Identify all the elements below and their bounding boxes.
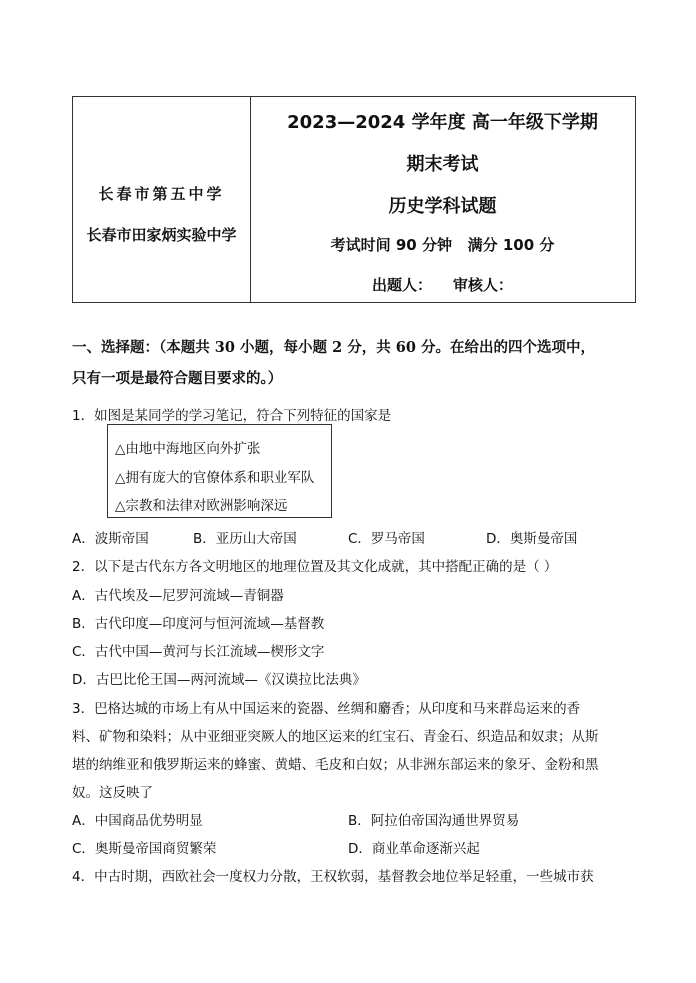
- q4-stem: 4．中古时期，西欧社会一度权力分散，王权软弱，基督教会地位举足轻重，一些城市获: [72, 869, 594, 885]
- section-heading-line1: 一、选择题：（本题共 30 小题，每小题 2 分，共 60 分。在给出的四个选项中，: [72, 339, 595, 356]
- exam-header-table: [72, 96, 636, 303]
- q2-option-b: B．古代印度—印度河与恒河流域—基督教: [72, 616, 325, 632]
- q3-stem-line2: 料、矿物和染料；从中亚细亚突厥人的地区运来的红宝石、青金石、织造品和奴隶；从斯: [72, 729, 599, 745]
- exam-year-term: 2023—2024 学年度 高一年级下学期: [287, 112, 598, 133]
- q1-option-b: B．亚历山大帝国: [193, 531, 297, 547]
- q1-note-2: △拥有庞大的官僚体系和职业军队: [115, 470, 315, 486]
- q3-stem-line1: 3．巴格达城的市场上有从中国运来的瓷器、丝绸和麝香；从印度和马来群岛运来的香: [72, 701, 581, 717]
- q3-option-d: D．商业革命逐渐兴起: [348, 841, 480, 857]
- exam-type: 期末考试: [406, 154, 479, 175]
- q3-option-b: B．阿拉伯帝国沟通世界贸易: [348, 813, 520, 829]
- q1-note-1: △由地中海地区向外扩张: [115, 441, 261, 457]
- q1-option-d: D．奥斯曼帝国: [486, 531, 578, 547]
- q3-option-c: C．奥斯曼帝国商贸繁荣: [72, 841, 217, 857]
- q3-stem-line3: 堪的纳维亚和俄罗斯运来的蜂蜜、黄蜡、毛皮和白奴；从非洲东部运来的象牙、金粉和黑: [72, 757, 599, 773]
- q1-stem: 1．如图是某同学的学习笔记，符合下列特征的国家是: [72, 408, 392, 424]
- exam-time-score: 考试时间 90 分钟 满分 100 分: [330, 236, 555, 254]
- q2-stem: 2．以下是古代东方各文明地区的地理位置及其文化成就，其中搭配正确的是（ ）: [72, 559, 558, 575]
- school-name-2: 长春市田家炳实验中学: [86, 226, 237, 244]
- exam-authors: 出题人： 审核人：: [372, 276, 513, 294]
- exam-subject: 历史学科试题: [388, 196, 497, 217]
- section-heading-line2: 只有一项是最符合题目要求的。）: [72, 370, 283, 387]
- q3-stem-line4: 奴。这反映了: [72, 785, 153, 801]
- q2-option-d: D．古巴比伦王国—两河流域—《汉谟拉比法典》: [72, 672, 366, 688]
- q3-option-a: A．中国商品优势明显: [72, 813, 203, 829]
- q1-note-3: △宗教和法律对欧洲影响深远: [115, 498, 288, 514]
- section-heading: [72, 332, 638, 394]
- q1-study-notes: [107, 424, 332, 518]
- q2-option-a: A．古代埃及—尼罗河流域—青铜器: [72, 588, 284, 604]
- q2-option-c: C．古代中国—黄河与长江流域—楔形文字: [72, 644, 325, 660]
- school-name-1: 长春市第五中学: [98, 185, 225, 203]
- q1-option-a: A．波斯帝国: [72, 531, 149, 547]
- q1-option-c: C．罗马帝国: [348, 531, 425, 547]
